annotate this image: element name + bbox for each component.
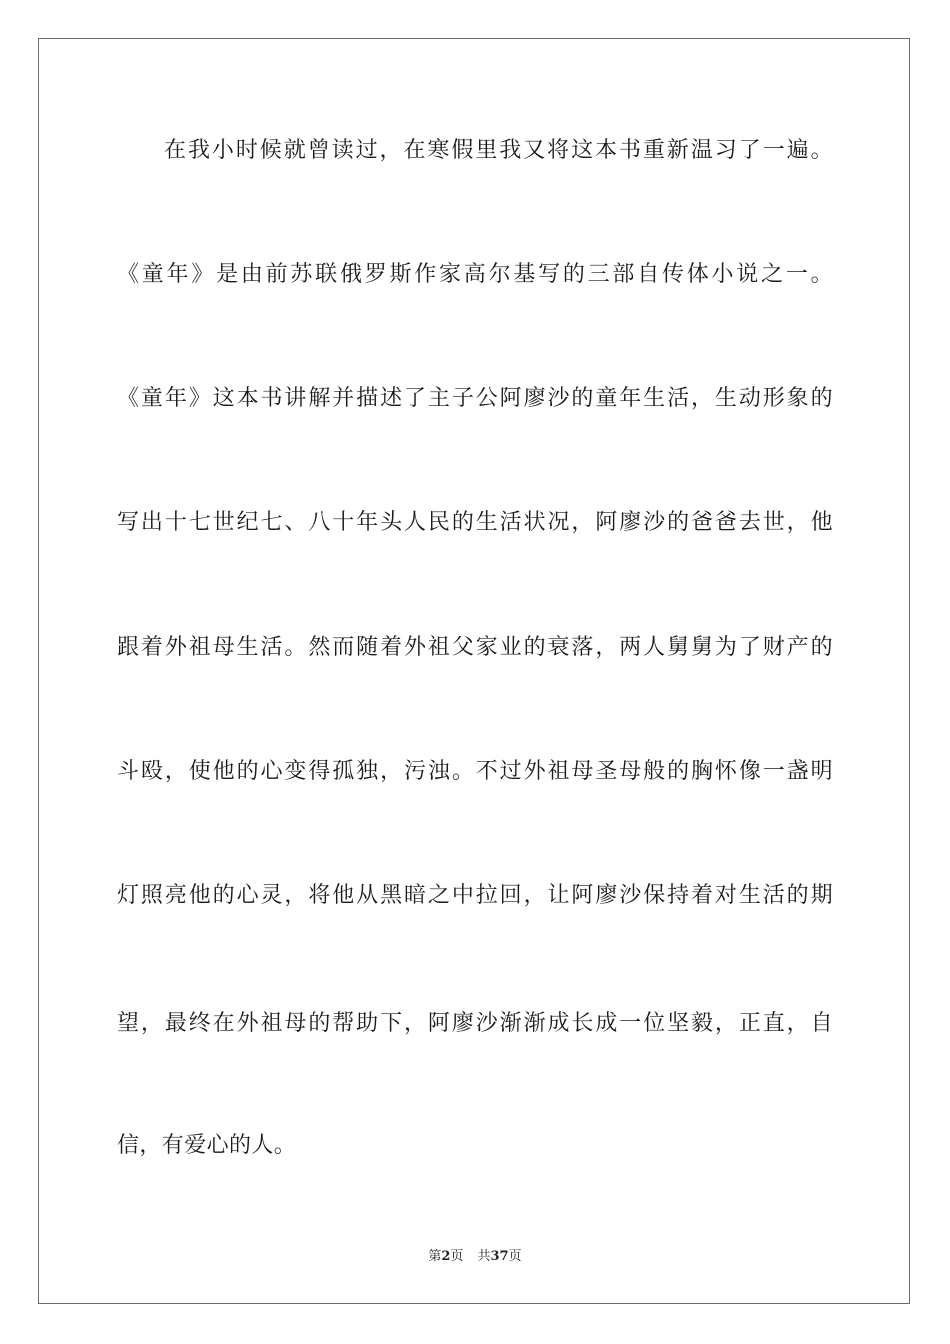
total-suffix: 页 bbox=[508, 1249, 522, 1264]
paragraph-line-6: 斗殴，使他的心变得孤独，污浊。不过外祖母圣母般的胸怀像一盏明 bbox=[117, 759, 833, 784]
page-suffix: 页 bbox=[450, 1249, 464, 1264]
paragraph-line-8: 望，最终在外祖母的帮助下，阿廖沙渐渐成长成一位坚毅，正直，自 bbox=[117, 1011, 833, 1036]
paragraph-line-2: 《童年》是由前苏联俄罗斯作家高尔基写的三部自传体小说之一。 bbox=[117, 262, 833, 287]
paragraph-line-9: 信，有爱心的人。 bbox=[117, 1133, 297, 1158]
total-pages: 37 bbox=[490, 1249, 509, 1264]
paragraph-line-7: 灯照亮他的心灵，将他从黑暗之中拉回，让阿廖沙保持着对生活的期 bbox=[117, 883, 833, 908]
paragraph-line-3: 《童年》这本书讲解并描述了主子公阿廖沙的童年生活，生动形象的 bbox=[117, 386, 833, 411]
page-border bbox=[38, 38, 910, 1304]
paragraph-line-4: 写出十七世纪七、八十年头人民的生活状况，阿廖沙的爸爸去世，他 bbox=[117, 510, 833, 535]
paragraph-line-5: 跟着外祖母生活。然而随着外祖父家业的衰落，两人舅舅为了财产的 bbox=[117, 635, 833, 660]
paragraph-line-1: 在我小时候就曾读过，在寒假里我又将这本书重新温习了一遍。 bbox=[164, 138, 833, 163]
page-footer bbox=[0, 1248, 950, 1266]
page-number: 2 bbox=[441, 1249, 451, 1264]
total-prefix: 共 bbox=[477, 1249, 491, 1264]
page-prefix: 第 bbox=[428, 1249, 442, 1264]
